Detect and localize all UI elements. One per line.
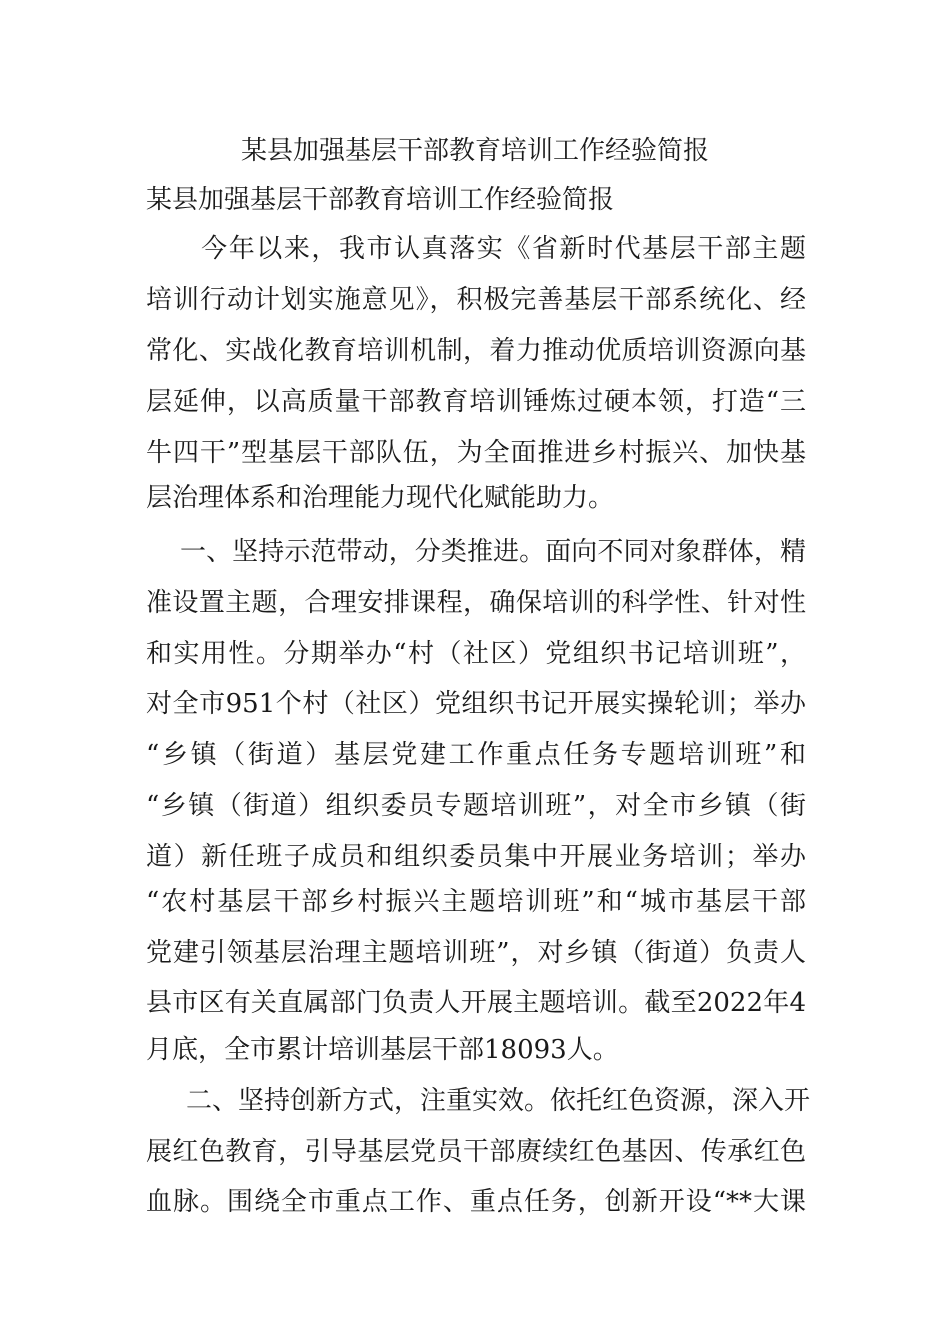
intro-line: 层治理体系和治理能力现代化赋能助力。 [146,483,615,513]
document-subtitle: 某县加强基层干部教育培训工作经验简报 [146,185,615,215]
section1-line: “乡镇（街道）基层党建工作重点任务专题培训班”和 [146,740,806,770]
intro-line: 常化、实战化教育培训机制，着力推动优质培训资源向基 [146,336,806,366]
section1-line: 一、坚持示范带动，分类推进。面向不同对象群体，精 [180,537,806,567]
section2-line: 展红色教育，引导基层党员干部赓续红色基因、传承红色 [146,1137,806,1167]
section1-line: 党建引领基层治理主题培训班”，对乡镇（街道）负责人 [146,938,806,968]
intro-line: 今年以来，我市认真落实《省新时代基层干部主题 [146,234,806,264]
intro-line: 层延伸，以高质量干部教育培训锤炼过硬本领，打造“三 [146,387,806,417]
section1-line: 道）新任班子成员和组织委员集中开展业务培训；举办 [146,842,806,872]
document-title: 某县加强基层干部教育培训工作经验简报 [240,136,709,166]
section1-line: 和实用性。分期举办“村（社区）党组织书记培训班”， [146,639,806,669]
section1-line: 县市区有关直属部门负责人开展主题培训。截至2022年4 [146,988,806,1018]
section1-line: “农村基层干部乡村振兴主题培训班”和“城市基层干部 [146,887,806,917]
section1-line: “乡镇（街道）组织委员专题培训班”，对全市乡镇（街 [146,791,806,821]
section2-line: 血脉。围绕全市重点工作、重点任务，创新开设“**大课 [146,1187,806,1217]
section2-line: 二、坚持创新方式，注重实效。依托红色资源，深入开 [186,1086,811,1116]
intro-line: 培训行动计划实施意见》，积极完善基层干部系统化、经 [146,285,806,315]
section1-line: 月底，全市累计培训基层干部18093人。 [146,1035,619,1065]
intro-line: 牛四干”型基层干部队伍，为全面推进乡村振兴、加快基 [146,438,806,468]
section1-line: 准设置主题，合理安排课程，确保培训的科学性、针对性 [146,588,806,618]
section1-line: 对全市951个村（社区）党组织书记开展实操轮训；举办 [146,689,806,719]
